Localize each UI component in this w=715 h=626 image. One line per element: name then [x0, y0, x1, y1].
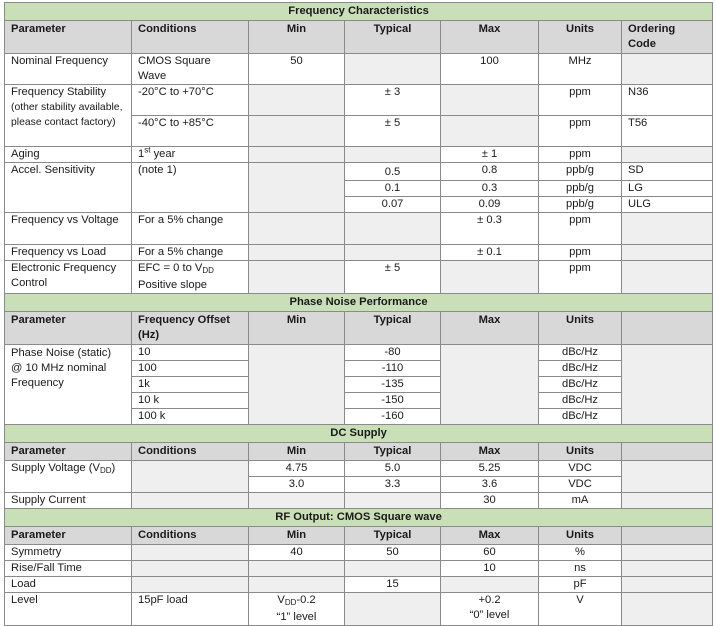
offset-value: 1k: [132, 377, 249, 393]
empty-cell: [622, 461, 713, 493]
cond-level: 15pF load: [132, 593, 249, 626]
param-load: Load: [5, 577, 132, 593]
units-value: ppm: [539, 213, 622, 245]
typical-value: -110: [345, 361, 441, 377]
typical-value: 0.07: [345, 197, 441, 213]
section-title: Phase Noise Performance: [5, 294, 713, 312]
param-frequency-vs-voltage: Frequency vs Voltage: [5, 213, 132, 245]
cond-aging: [132, 147, 249, 163]
units-value: ppb/g: [539, 163, 622, 181]
empty-cell: [249, 345, 345, 425]
header-empty: [622, 443, 713, 461]
min-level: [249, 593, 345, 626]
header-min: Min: [249, 21, 345, 54]
empty-cell: [249, 493, 345, 509]
empty-cell: [622, 593, 713, 626]
empty-cell: [441, 345, 539, 425]
table-row: [5, 85, 713, 116]
typical-value: -80: [345, 345, 441, 361]
empty-cell: [345, 213, 441, 245]
table-row: [5, 54, 713, 85]
header-min: Min: [249, 443, 345, 461]
cond-subscript: DD: [202, 266, 214, 275]
max-value: 3.6: [441, 477, 539, 493]
offset-value: 100 k: [132, 409, 249, 425]
cond-line: [138, 261, 242, 278]
units-value: dBc/Hz: [539, 345, 622, 361]
empty-cell: [622, 147, 713, 163]
header-conditions: Conditions: [132, 21, 249, 54]
empty-cell: [622, 545, 713, 561]
header-parameter: Parameter: [5, 312, 132, 345]
header-max: Max: [441, 443, 539, 461]
min-part: V: [277, 594, 285, 606]
empty-cell: [249, 116, 345, 147]
header-units: Units: [539, 21, 622, 54]
table-row: [5, 261, 713, 294]
header-max: Max: [441, 312, 539, 345]
max-value: 0.09: [441, 197, 539, 213]
min-value: 50: [249, 54, 345, 85]
param-part: ): [111, 462, 116, 474]
header-conditions: Conditions: [132, 527, 249, 545]
section-title: Frequency Characteristics: [5, 3, 713, 21]
typical-value: ± 5: [345, 261, 441, 294]
header-empty: [622, 527, 713, 545]
cond-part: EFC = 0 to V: [138, 262, 203, 274]
empty-cell: [622, 213, 713, 245]
empty-cell: [345, 561, 441, 577]
max-value: ± 1: [441, 147, 539, 163]
cond-value: For a 5% change: [132, 213, 249, 245]
header-typical: Typical: [345, 21, 441, 54]
param-nominal-frequency: Nominal Frequency: [5, 54, 132, 85]
max-value: ± 0.1: [441, 245, 539, 261]
header-row: [5, 443, 713, 461]
header-row: [5, 312, 713, 345]
typical-value: 3.3: [345, 477, 441, 493]
max-value: 60: [441, 545, 539, 561]
units-value: ppm: [539, 245, 622, 261]
empty-cell: [249, 163, 345, 213]
cond-value: For a 5% change: [132, 245, 249, 261]
cond-accel-sensitivity: (note 1): [132, 163, 249, 213]
param-electronic-frequency-control: Electronic Frequency Control: [5, 261, 132, 294]
header-parameter: Parameter: [5, 527, 132, 545]
header-ordering-code: Ordering Code: [622, 21, 713, 54]
empty-cell: [622, 561, 713, 577]
param-phase-noise: Phase Noise (static) @ 10 MHz nominal Frequency: [5, 345, 132, 425]
empty-cell: [622, 54, 713, 85]
min-value: 40: [249, 545, 345, 561]
empty-cell: [249, 577, 345, 593]
table-row: [5, 345, 713, 361]
cond-nominal-frequency: CMOS Square Wave: [132, 54, 249, 85]
table-row: [5, 545, 713, 561]
max-note: “0” level: [469, 609, 510, 621]
cond-efc: [132, 261, 249, 294]
typical-value: 0.5: [345, 163, 441, 181]
header-units: Units: [539, 312, 622, 345]
param-supply-current: Supply Current: [5, 493, 132, 509]
empty-cell: [622, 577, 713, 593]
header-parameter: Parameter: [5, 443, 132, 461]
param-level: Level: [5, 593, 132, 626]
empty-cell: [345, 54, 441, 85]
max-value: 5.25: [441, 461, 539, 477]
header-max: Max: [441, 21, 539, 54]
spec-table-container: [4, 2, 712, 626]
units-value: dBc/Hz: [539, 361, 622, 377]
offset-value: 100: [132, 361, 249, 377]
section-phase-noise: [5, 294, 713, 312]
section-title: DC Supply: [5, 425, 713, 443]
empty-cell: [132, 577, 249, 593]
units-value: V: [539, 593, 622, 626]
param-aging: Aging: [5, 147, 132, 163]
offset-value: 10: [132, 345, 249, 361]
empty-cell: [441, 116, 539, 147]
units-value: ppm: [539, 261, 622, 294]
units-value: ppm: [539, 147, 622, 163]
max-level: [441, 593, 539, 626]
param-supply-voltage: [5, 461, 132, 493]
max-value: ± 0.3: [441, 213, 539, 245]
empty-cell: [622, 493, 713, 509]
header-frequency-offset: Frequency Offset (Hz): [132, 312, 249, 345]
header-typical: Typical: [345, 527, 441, 545]
empty-cell: [132, 493, 249, 509]
table-row: [5, 493, 713, 509]
max-value: 10: [441, 561, 539, 577]
empty-cell: [249, 245, 345, 261]
header-conditions: Conditions: [132, 443, 249, 461]
min-value: 4.75: [249, 461, 345, 477]
typical-value: -150: [345, 393, 441, 409]
section-dc-supply: [5, 425, 713, 443]
section-frequency-characteristics: [5, 3, 713, 21]
empty-cell: [345, 493, 441, 509]
cond-value: -40°C to +85°C: [132, 116, 249, 147]
header-row: [5, 21, 713, 54]
empty-cell: [622, 345, 713, 425]
cond-value: -20°C to +70°C: [132, 85, 249, 116]
param-note: (other stability available, please contact factory): [11, 102, 123, 128]
table-row: [5, 577, 713, 593]
typical-value: 50: [345, 545, 441, 561]
max-value: 0.3: [441, 181, 539, 197]
empty-cell: [249, 561, 345, 577]
section-title: RF Output: CMOS Square wave: [5, 509, 713, 527]
typical-value: 5.0: [345, 461, 441, 477]
header-typical: Typical: [345, 443, 441, 461]
typical-value: -135: [345, 377, 441, 393]
max-line: +0.2: [478, 594, 501, 606]
max-value: 100: [441, 54, 539, 85]
table-row: [5, 593, 713, 626]
min-note: “1” level: [276, 611, 317, 623]
units-value: ns: [539, 561, 622, 577]
empty-cell: [132, 461, 249, 493]
param-subscript: DD: [99, 466, 112, 475]
empty-cell: [345, 593, 441, 626]
cond-line: Positive slope: [138, 279, 208, 291]
units-value: mA: [539, 493, 622, 509]
header-max: Max: [441, 527, 539, 545]
units-value: VDC: [539, 477, 622, 493]
param-frequency-stability: [5, 85, 132, 147]
header-units: Units: [539, 527, 622, 545]
units-value: MHz: [539, 54, 622, 85]
table-row: [5, 461, 713, 477]
header-min: Min: [249, 527, 345, 545]
empty-cell: [345, 147, 441, 163]
units-value: ppb/g: [539, 181, 622, 197]
units-value: ppm: [539, 116, 622, 147]
section-rf-output: [5, 509, 713, 527]
header-parameter: Parameter: [5, 21, 132, 54]
specification-table: [4, 2, 713, 626]
units-value: dBc/Hz: [539, 409, 622, 425]
ordering-code-value: N36: [622, 85, 713, 116]
units-value: ppm: [539, 85, 622, 116]
min-part: -0.2: [296, 594, 316, 606]
cond-superscript: st: [144, 146, 151, 155]
empty-cell: [249, 213, 345, 245]
param-part: Supply Voltage (V: [11, 462, 100, 474]
empty-cell: [441, 261, 539, 294]
header-typical: Typical: [345, 312, 441, 345]
empty-cell: [441, 85, 539, 116]
header-min: Min: [249, 312, 345, 345]
param-label: Frequency Stability: [11, 86, 107, 98]
empty-cell: [249, 85, 345, 116]
header-row: [5, 527, 713, 545]
ordering-code-value: LG: [622, 181, 713, 197]
ordering-code-value: ULG: [622, 197, 713, 213]
min-value: 3.0: [249, 477, 345, 493]
cond-part: 1: [138, 148, 145, 160]
empty-cell: [132, 561, 249, 577]
typical-value: ± 3: [345, 85, 441, 116]
table-row: [5, 213, 713, 245]
header-units: Units: [539, 443, 622, 461]
header-empty: [622, 312, 713, 345]
param-rise-fall-time: Rise/Fall Time: [5, 561, 132, 577]
param-accel-sensitivity: Accel. Sensitivity: [5, 163, 132, 213]
empty-cell: [132, 545, 249, 561]
empty-cell: [441, 577, 539, 593]
max-value: 0.8: [441, 163, 539, 181]
table-row: [5, 147, 713, 163]
empty-cell: [249, 147, 345, 163]
typical-value: -160: [345, 409, 441, 425]
typical-value: 0.1: [345, 181, 441, 197]
empty-cell: [622, 245, 713, 261]
cond-part: year: [150, 148, 176, 160]
empty-cell: [345, 245, 441, 261]
table-row: [5, 245, 713, 261]
typical-value: 15: [345, 577, 441, 593]
units-value: dBc/Hz: [539, 393, 622, 409]
min-subscript: DD: [284, 598, 297, 607]
units-value: dBc/Hz: [539, 377, 622, 393]
offset-value: 10 k: [132, 393, 249, 409]
param-symmetry: Symmetry: [5, 545, 132, 561]
min-line: [255, 593, 338, 610]
max-value: 30: [441, 493, 539, 509]
empty-cell: [622, 261, 713, 294]
typical-value: ± 5: [345, 116, 441, 147]
table-row: [5, 561, 713, 577]
units-value: pF: [539, 577, 622, 593]
empty-cell: [249, 261, 345, 294]
ordering-code-value: SD: [622, 163, 713, 181]
param-frequency-vs-load: Frequency vs Load: [5, 245, 132, 261]
units-value: ppb/g: [539, 197, 622, 213]
units-value: %: [539, 545, 622, 561]
ordering-code-value: T56: [622, 116, 713, 147]
table-row: [5, 163, 713, 181]
units-value: VDC: [539, 461, 622, 477]
